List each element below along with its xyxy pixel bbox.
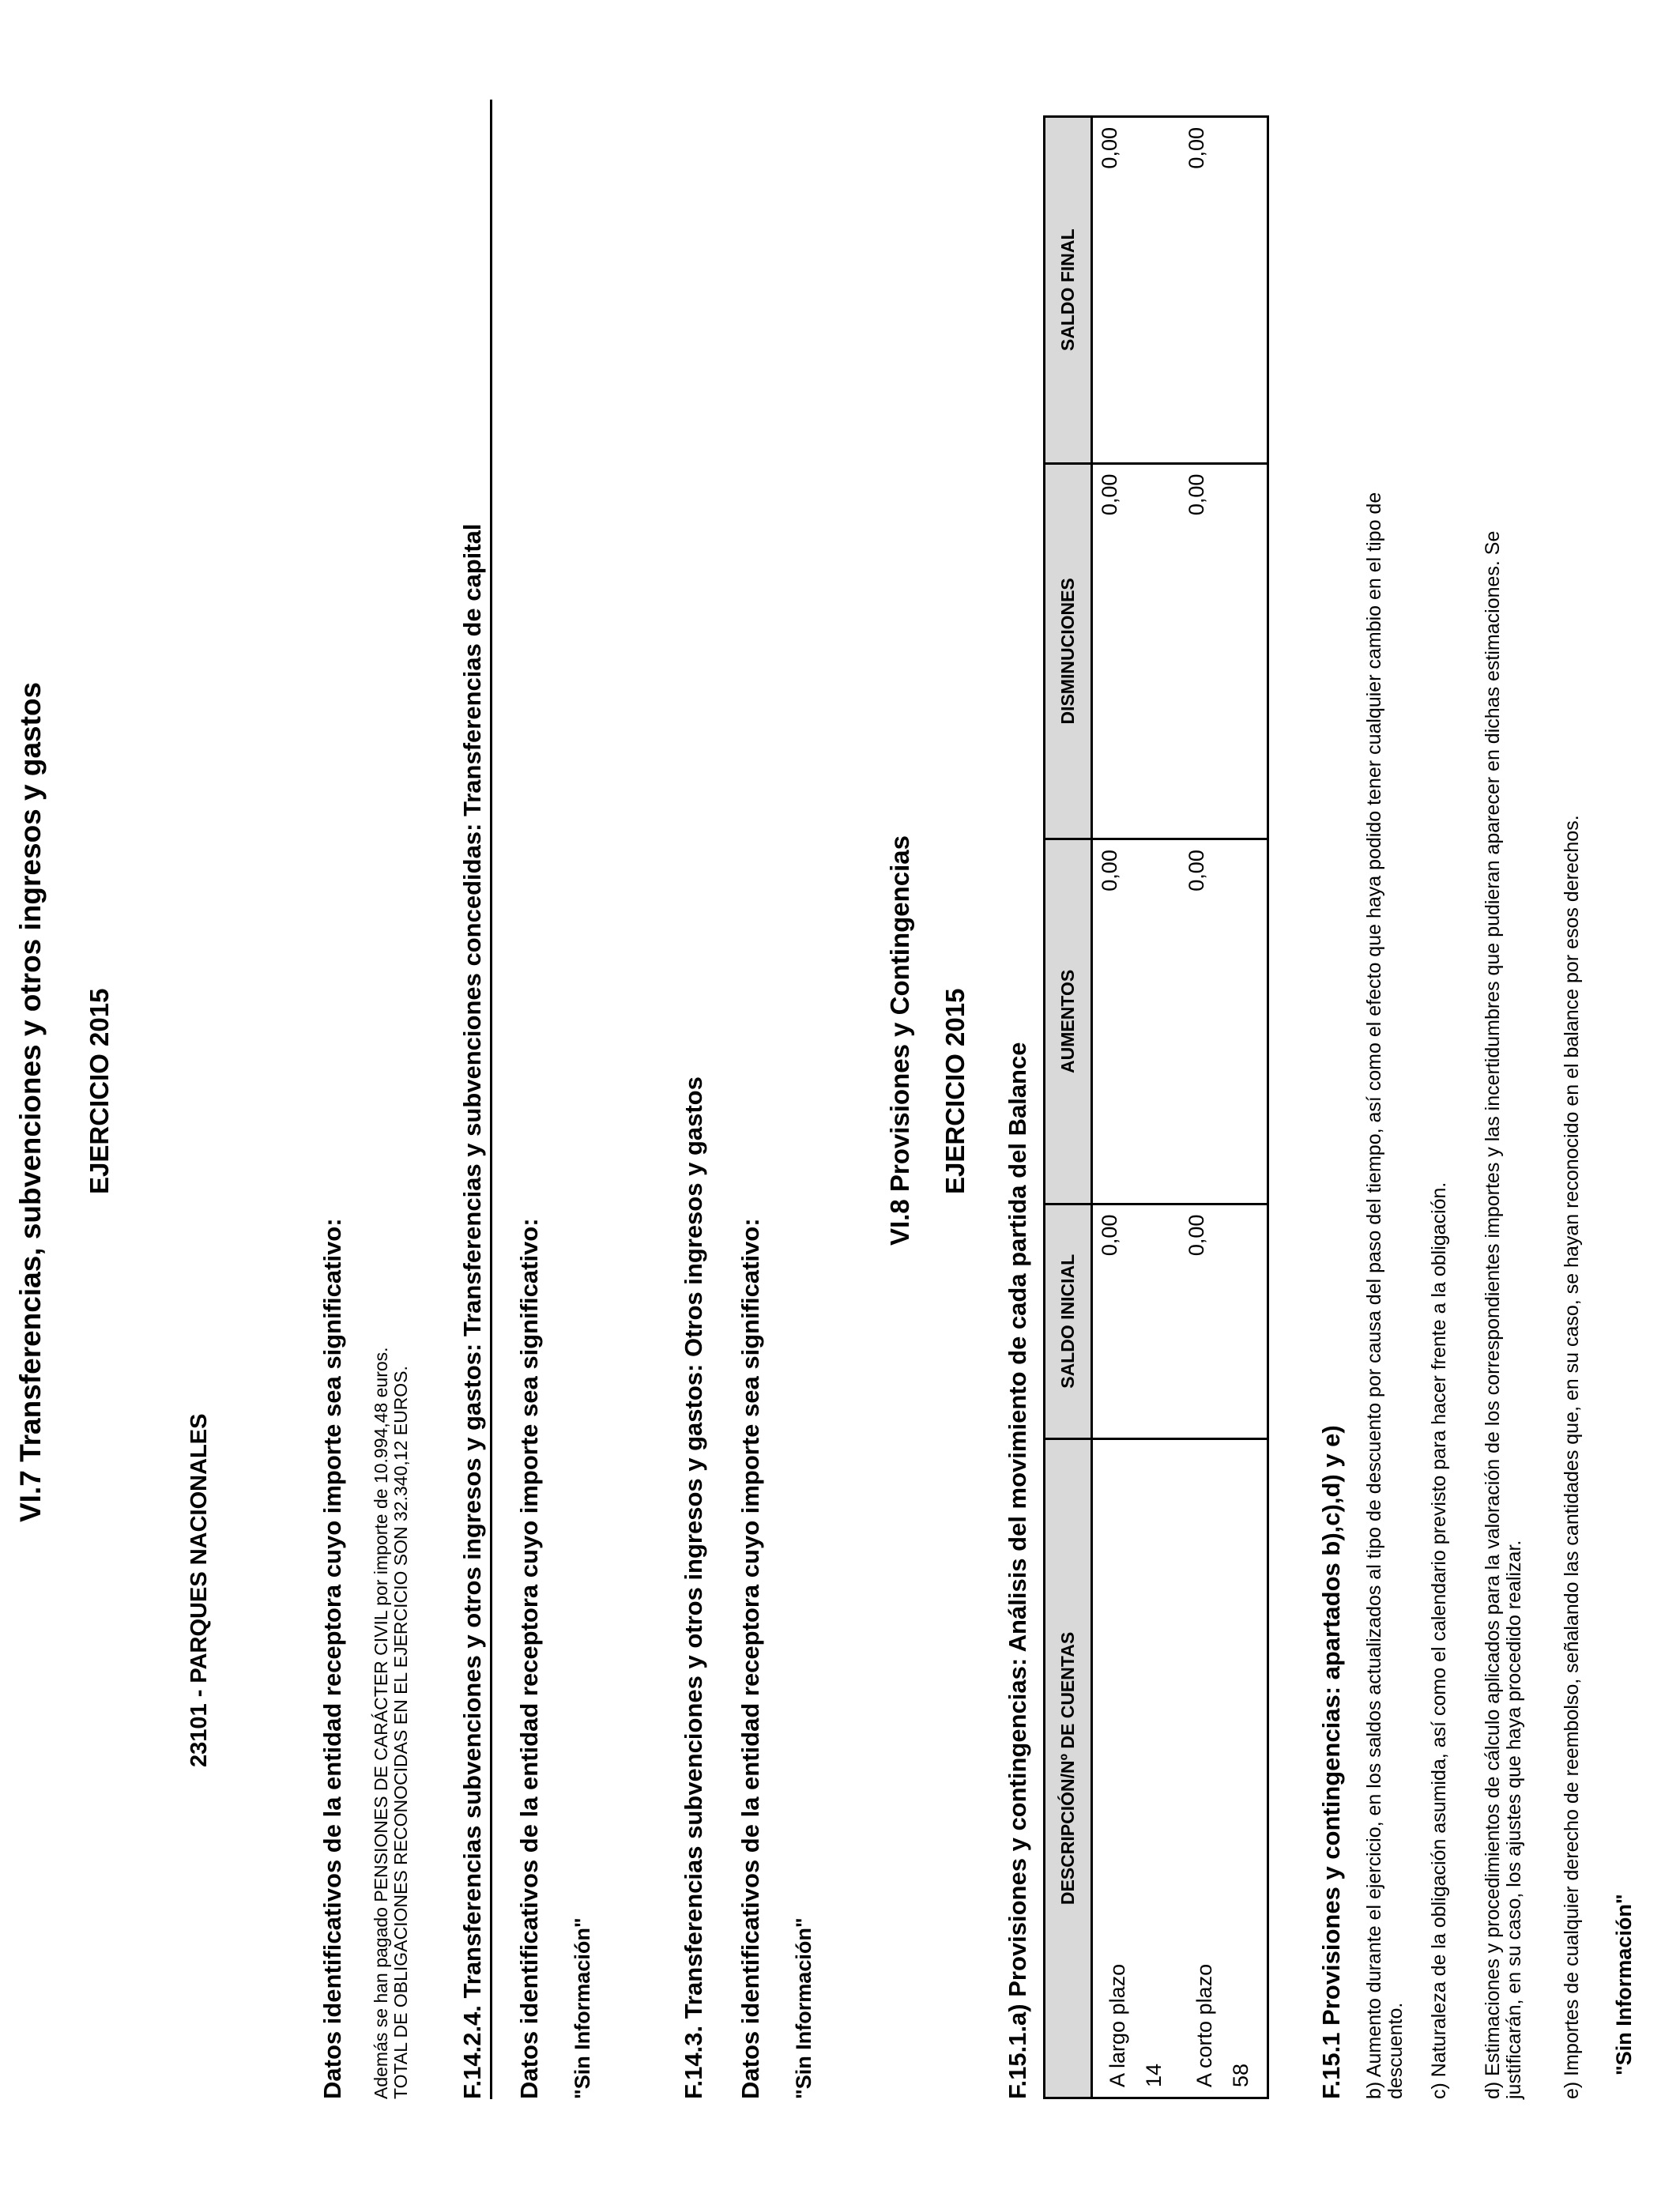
item-d-line-2: justificarán, en su caso, los ajustes que haya procedido realizar.	[1503, 1540, 1525, 2099]
f143-sin-informacion: "Sin Información"	[792, 1917, 816, 2099]
f1424-header: F.14.2.4. Transferencias subvenciones y otros ingresos y gastos: Transferencias y subvenciones concedidas: Transferencias de capital	[458, 523, 486, 2099]
datos-line-1: Además se han pagado PENSIONES DE CARÁCTER CIVIL por importe de 10.994,48 euros.	[371, 1347, 391, 2099]
cell-saldo-inicial: 0,00	[1092, 1204, 1181, 1438]
section-title-vi7: VI.7 Transferencias, subvenciones y otros ingresos y gastos	[14, 681, 47, 1522]
header-descripcion: DESCRIPCIÓN/Nº DE CUENTAS	[1045, 1438, 1092, 2098]
table-header-row	[1045, 117, 1092, 2098]
item-e-line-1: e) Importes de cualquier derecho de reembolso, señalando las cantidades que, en su caso, se hayan reconocido en el balance por esos derechos.	[1561, 815, 1583, 2099]
item-d-line-1: d) Estimaciones y procedimientos de cálculo aplicados para la valoración de los correspondientes importes y las incertidumbres que pudieran aparecer en dichas estimaciones. Se	[1482, 530, 1504, 2099]
f143-datos-header: Datos identificativos de la entidad receptora cuyo importe sea significativo:	[736, 1218, 764, 2099]
f151a-header: F.15.1.a) Provisiones y contingencias: Análisis del movimiento de cada partida del Balance	[1004, 1042, 1031, 2099]
row-account-number: 14	[1142, 2063, 1166, 2087]
f151-sin-informacion: "Sin Información"	[1612, 1894, 1636, 2075]
row-account-number: 58	[1229, 2063, 1252, 2087]
divider-rule	[490, 100, 492, 2099]
header-aumentos: AUMENTOS	[1045, 839, 1092, 1204]
f1424-sin-informacion: "Sin Información"	[571, 1917, 594, 2099]
cell-saldo-inicial: 0,00	[1180, 1204, 1268, 1438]
datos-header: Datos identificativos de la entidad receptora cuyo importe sea significativo:	[318, 1218, 346, 2099]
item-b-line-1: b) Aumento durante el ejercicio, en los saldos actualizados al tipo de descuento por causa del paso del tiempo, así como el efecto que haya podido tener cualquier cambio en el tipo de	[1363, 492, 1385, 2099]
item-c-line-1: c) Naturaleza de la obligación asumida, así como el calendario previsto para hacer frente a la obligación.	[1428, 1182, 1450, 2099]
item-b-line-2: descuento.	[1384, 2002, 1407, 2099]
f1424-datos-header: Datos identificativos de la entidad receptora cuyo importe sea significativo:	[515, 1218, 543, 2099]
cell-saldo-final: 0,00	[1180, 117, 1268, 464]
cell-aumentos: 0,00	[1092, 839, 1181, 1204]
cell-aumentos: 0,00	[1180, 839, 1268, 1204]
section-title-vi8: VI.8 Provisiones y Contingencias	[885, 835, 914, 1246]
table-row	[1180, 117, 1268, 2098]
row-description	[1092, 1438, 1181, 2098]
f143-header: F.14.3. Transferencias subvenciones y otros ingresos y gastos: Otros ingresos y gastos	[680, 1076, 707, 2099]
cell-disminuciones: 0,00	[1180, 463, 1268, 839]
f151-header: F.15.1 Provisiones y contingencias: apartados b),c),d) y e)	[1317, 1425, 1345, 2099]
row-desc-label: A largo plazo	[1106, 1963, 1129, 2087]
provisiones-movement-table	[1043, 115, 1269, 2099]
table-row	[1092, 117, 1181, 2098]
ejercicio-label-vi7: EJERCICIO 2015	[85, 988, 114, 1194]
cell-disminuciones: 0,00	[1092, 463, 1181, 839]
header-saldo-inicial: SALDO INICIAL	[1045, 1204, 1092, 1438]
row-desc-label: A corto plazo	[1192, 1963, 1216, 2087]
row-description	[1180, 1438, 1268, 2098]
header-saldo-final: SALDO FINAL	[1045, 117, 1092, 464]
organismo-label: 23101 - PARQUES NACIONALES	[186, 1413, 212, 1767]
ejercicio-label-vi8: EJERCICIO 2015	[940, 988, 970, 1194]
header-disminuciones: DISMINUCIONES	[1045, 463, 1092, 839]
datos-line-2: TOTAL DE OBLIGACIONES RECONOCIDAS EN EL EJERCICIO SON 32.340,12 EUROS.	[390, 1366, 411, 2099]
cell-saldo-final: 0,00	[1092, 117, 1181, 464]
